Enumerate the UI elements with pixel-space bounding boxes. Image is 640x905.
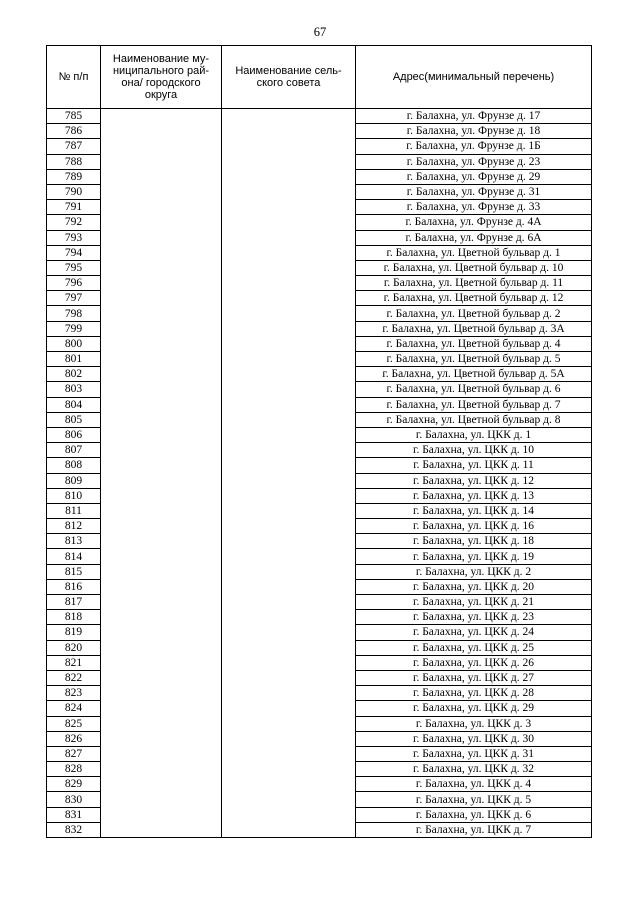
row-number: 825 bbox=[47, 716, 101, 731]
address-cell: г. Балахна, ул. ЦКК д. 16 bbox=[356, 519, 592, 534]
address-cell: г. Балахна, ул. Фрунзе д. 4А bbox=[356, 215, 592, 230]
row-number: 823 bbox=[47, 686, 101, 701]
address-cell: г. Балахна, ул. ЦКК д. 3 bbox=[356, 716, 592, 731]
page-number: 67 bbox=[313, 25, 327, 39]
table-row bbox=[47, 109, 592, 124]
row-number: 832 bbox=[47, 822, 101, 837]
row-number: 816 bbox=[47, 579, 101, 594]
row-number: 815 bbox=[47, 564, 101, 579]
address-cell: г. Балахна, ул. Фрунзе д. 31 bbox=[356, 184, 592, 199]
address-cell: г. Балахна, ул. ЦКК д. 4 bbox=[356, 777, 592, 792]
row-number: 824 bbox=[47, 701, 101, 716]
row-number: 830 bbox=[47, 792, 101, 807]
row-number: 810 bbox=[47, 488, 101, 503]
address-cell: г. Балахна, ул. Фрунзе д. 6А bbox=[356, 230, 592, 245]
row-number: 804 bbox=[47, 397, 101, 412]
address-cell: г. Балахна, ул. Фрунзе д. 1Б bbox=[356, 139, 592, 154]
address-cell: г. Балахна, ул. ЦКК д. 24 bbox=[356, 625, 592, 640]
row-number: 802 bbox=[47, 367, 101, 382]
address-cell: г. Балахна, ул. ЦКК д. 12 bbox=[356, 473, 592, 488]
row-number: 794 bbox=[47, 245, 101, 260]
address-cell: г. Балахна, ул. ЦКК д. 26 bbox=[356, 655, 592, 670]
address-cell: г. Балахна, ул. ЦКК д. 23 bbox=[356, 610, 592, 625]
row-number: 787 bbox=[47, 139, 101, 154]
row-number: 786 bbox=[47, 124, 101, 139]
address-cell: г. Балахна, ул. ЦКК д. 1 bbox=[356, 427, 592, 442]
address-cell: г. Балахна, ул. ЦКК д. 27 bbox=[356, 670, 592, 685]
row-number: 788 bbox=[47, 154, 101, 169]
row-number: 818 bbox=[47, 610, 101, 625]
row-number: 799 bbox=[47, 321, 101, 336]
header-municipal-district: Наименование му-ниципального рай-она/ городского округа bbox=[101, 46, 222, 109]
row-number: 791 bbox=[47, 200, 101, 215]
address-cell: г. Балахна, ул. Цветной бульвар д. 4 bbox=[356, 336, 592, 351]
address-cell: г. Балахна, ул. Цветной бульвар д. 7 bbox=[356, 397, 592, 412]
address-cell: г. Балахна, ул. Цветной бульвар д. 8 bbox=[356, 412, 592, 427]
row-number: 806 bbox=[47, 427, 101, 442]
row-number: 817 bbox=[47, 595, 101, 610]
header-row bbox=[47, 46, 592, 109]
header-rural-council: Наименование сель-ского совета bbox=[222, 46, 356, 109]
address-cell: г. Балахна, ул. Цветной бульвар д. 1 bbox=[356, 245, 592, 260]
row-number: 790 bbox=[47, 184, 101, 199]
row-number: 812 bbox=[47, 519, 101, 534]
row-number: 809 bbox=[47, 473, 101, 488]
address-cell: г. Балахна, ул. ЦКК д. 2 bbox=[356, 564, 592, 579]
table-header bbox=[47, 46, 592, 109]
row-number: 828 bbox=[47, 762, 101, 777]
row-number: 808 bbox=[47, 458, 101, 473]
address-table bbox=[46, 45, 592, 838]
address-cell: г. Балахна, ул. Цветной бульвар д. 3А bbox=[356, 321, 592, 336]
address-cell: г. Балахна, ул. ЦКК д. 29 bbox=[356, 701, 592, 716]
row-number: 821 bbox=[47, 655, 101, 670]
row-number: 797 bbox=[47, 291, 101, 306]
address-cell: г. Балахна, ул. ЦКК д. 11 bbox=[356, 458, 592, 473]
row-number: 820 bbox=[47, 640, 101, 655]
row-number: 831 bbox=[47, 807, 101, 822]
row-number: 795 bbox=[47, 260, 101, 275]
address-cell: г. Балахна, ул. Цветной бульвар д. 10 bbox=[356, 260, 592, 275]
row-number: 807 bbox=[47, 443, 101, 458]
address-cell: г. Балахна, ул. ЦКК д. 31 bbox=[356, 746, 592, 761]
address-cell: г. Балахна, ул. Фрунзе д. 33 bbox=[356, 200, 592, 215]
row-number: 796 bbox=[47, 276, 101, 291]
row-number: 798 bbox=[47, 306, 101, 321]
address-cell: г. Балахна, ул. ЦКК д. 7 bbox=[356, 822, 592, 837]
row-number: 800 bbox=[47, 336, 101, 351]
address-cell: г. Балахна, ул. Цветной бульвар д. 5 bbox=[356, 352, 592, 367]
header-address: Адрес(минимальный перечень) bbox=[356, 46, 592, 109]
address-cell: г. Балахна, ул. ЦКК д. 20 bbox=[356, 579, 592, 594]
address-cell: г. Балахна, ул. Фрунзе д. 29 bbox=[356, 169, 592, 184]
municipal-district-cell bbox=[101, 109, 222, 838]
address-cell: г. Балахна, ул. Цветной бульвар д. 6 bbox=[356, 382, 592, 397]
address-cell: г. Балахна, ул. ЦКК д. 19 bbox=[356, 549, 592, 564]
address-cell: г. Балахна, ул. Фрунзе д. 18 bbox=[356, 124, 592, 139]
row-number: 826 bbox=[47, 731, 101, 746]
address-cell: г. Балахна, ул. Фрунзе д. 17 bbox=[356, 109, 592, 124]
address-cell: г. Балахна, ул. ЦКК д. 25 bbox=[356, 640, 592, 655]
address-cell: г. Балахна, ул. Цветной бульвар д. 11 bbox=[356, 276, 592, 291]
address-cell: г. Балахна, ул. ЦКК д. 6 bbox=[356, 807, 592, 822]
row-number: 819 bbox=[47, 625, 101, 640]
row-number: 805 bbox=[47, 412, 101, 427]
row-number: 811 bbox=[47, 503, 101, 518]
row-number: 792 bbox=[47, 215, 101, 230]
address-cell: г. Балахна, ул. ЦКК д. 18 bbox=[356, 534, 592, 549]
row-number: 814 bbox=[47, 549, 101, 564]
row-number: 827 bbox=[47, 746, 101, 761]
address-cell: г. Балахна, ул. ЦКК д. 32 bbox=[356, 762, 592, 777]
address-cell: г. Балахна, ул. Цветной бульвар д. 12 bbox=[356, 291, 592, 306]
address-cell: г. Балахна, ул. Фрунзе д. 23 bbox=[356, 154, 592, 169]
address-cell: г. Балахна, ул. ЦКК д. 21 bbox=[356, 595, 592, 610]
address-cell: г. Балахна, ул. ЦКК д. 10 bbox=[356, 443, 592, 458]
rural-council-cell bbox=[222, 109, 356, 838]
address-cell: г. Балахна, ул. Цветной бульвар д. 2 bbox=[356, 306, 592, 321]
address-cell: г. Балахна, ул. ЦКК д. 30 bbox=[356, 731, 592, 746]
row-number: 789 bbox=[47, 169, 101, 184]
address-cell: г. Балахна, ул. ЦКК д. 28 bbox=[356, 686, 592, 701]
row-number: 785 bbox=[47, 109, 101, 124]
address-cell: г. Балахна, ул. Цветной бульвар д. 5А bbox=[356, 367, 592, 382]
table-body bbox=[47, 109, 592, 838]
row-number: 803 bbox=[47, 382, 101, 397]
row-number: 829 bbox=[47, 777, 101, 792]
row-number: 822 bbox=[47, 670, 101, 685]
address-cell: г. Балахна, ул. ЦКК д. 14 bbox=[356, 503, 592, 518]
row-number: 793 bbox=[47, 230, 101, 245]
address-cell: г. Балахна, ул. ЦКК д. 13 bbox=[356, 488, 592, 503]
row-number: 801 bbox=[47, 352, 101, 367]
row-number: 813 bbox=[47, 534, 101, 549]
address-cell: г. Балахна, ул. ЦКК д. 5 bbox=[356, 792, 592, 807]
header-row-number: № п/п bbox=[47, 46, 101, 109]
